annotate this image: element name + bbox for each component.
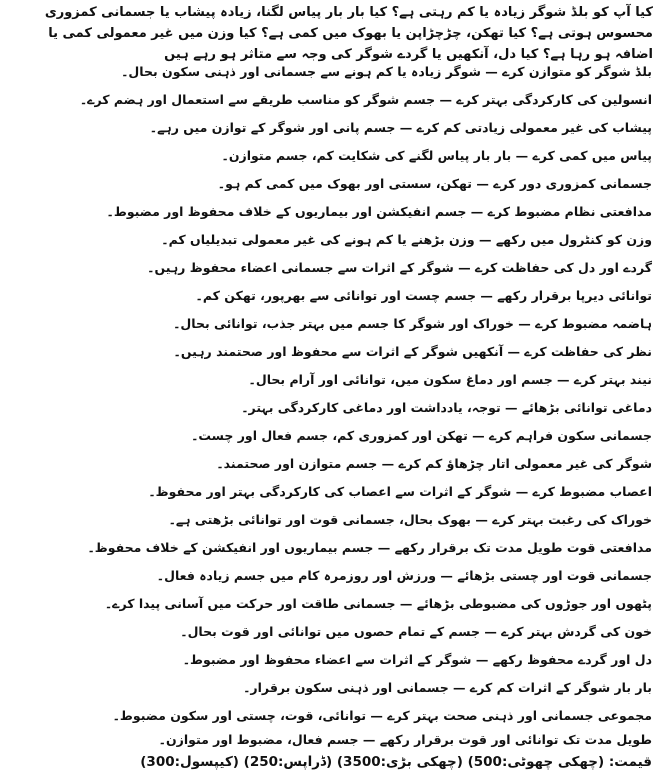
benefit-line: مدافعتی قوت طویل مدت تک برقرار رکھے — جسم بیماریوں اور انفیکشن کے خلاف محفوظ۔ bbox=[87, 540, 652, 555]
benefit-line: شوگر کی غیر معمولی اتار چڑھاؤ کم کرے — جسم متوازن اور صحتمند۔ bbox=[216, 456, 652, 471]
benefit-line: جسمانی قوت اور چستی بڑھائے — ورزش اور روزمرہ کام میں جسم زیادہ فعال۔ bbox=[156, 568, 652, 583]
benefit-line: جسمانی سکون فراہم کرے — تھکن اور کمزوری کم، جسم فعال اور چست۔ bbox=[191, 428, 652, 443]
benefit-line: پیشاب کی غیر معمولی زیادتی کم کرے — جسم پانی اور شوگر کے توازن میں رہے۔ bbox=[149, 120, 652, 135]
benefit-line: خون کی گردش بہتر کرے — جسم کے تمام حصوں میں توانائی اور قوت بحال۔ bbox=[180, 624, 652, 639]
benefit-line: پٹھوں اور جوڑوں کی مضبوطی بڑھائے — جسمانی طاقت اور حرکت میں آسانی پیدا کرے۔ bbox=[104, 596, 652, 611]
benefit-line: نیند بہتر کرے — جسم اور دماغ سکون میں، توانائی اور آرام بحال۔ bbox=[248, 372, 652, 387]
benefit-line: بلڈ شوگر کو متوازن کرے — شوگر زیادہ یا کم ہونے سے جسمانی اور ذہنی سکون بحال۔ bbox=[121, 64, 652, 79]
benefit-line: ہاضمہ مضبوط کرے — خوراک اور شوگر کا جسم میں بہتر جذب، توانائی بحال۔ bbox=[173, 316, 652, 331]
benefit-line: انسولین کی کارکردگی بہتر کرے — جسم شوگر کو مناسب طریقے سے استعمال اور ہضم کرے۔ bbox=[79, 92, 652, 107]
intro-paragraph: کیا آپ کو بلڈ شوگر زیادہ یا کم رہتی ہے؟ کیا بار بار پیاس لگنا، زیادہ پیشاب یا جسمانی کمزوری محسوس ہوتی ہے؟ کیا تھکن، چڑچڑاپن یا بھوک میں کمی ہے؟ کیا وزن میں غیر معمولی کمی یا اضافہ ہو رہا ہے؟ کیا دل، آنکھیں یا گردے شوگر کی وجہ سے متاثر ہو رہے ہیں bbox=[44, 5, 653, 62]
benefit-line: وزن کو کنٹرول میں رکھے — وزن بڑھنے یا کم ہونے کی غیر معمولی تبدیلیاں کم۔ bbox=[161, 232, 652, 247]
benefit-line: دل اور گردے محفوظ رکھے — شوگر کے اثرات سے اعضاء محفوظ اور مضبوط۔ bbox=[182, 652, 652, 667]
benefit-line: جسمانی کمزوری دور کرے — تھکن، سستی اور بھوک میں کمی کم ہو۔ bbox=[217, 176, 652, 191]
benefit-line: اعصاب مضبوط کرے — شوگر کے اثرات سے اعصاب کی کارکردگی بہتر اور محفوظ۔ bbox=[148, 484, 652, 499]
benefit-line: گردے اور دل کی حفاظت کرے — شوگر کے اثرات سے جسمانی اعضاء محفوظ رہیں۔ bbox=[147, 260, 652, 275]
benefit-line: پیاس میں کمی کرے — بار بار پیاس لگنے کی شکایت کم، جسم متوازن۔ bbox=[221, 148, 652, 163]
benefit-line: خوراک کی رغبت بہتر کرے — بھوک بحال، جسمانی قوت اور توانائی بڑھتی ہے۔ bbox=[168, 512, 652, 527]
benefit-line: توانائی دیرپا برقرار رکھے — جسم چست اور توانائی سے بھرپور، تھکن کم۔ bbox=[195, 288, 652, 303]
benefit-line: مجموعی جسمانی اور ذہنی صحت بہتر کرے — توانائی، قوت، چستی اور سکون مضبوط۔ bbox=[112, 708, 652, 723]
benefit-line: دماغی توانائی بڑھائے — توجہ، یادداشت اور دماغی کارکردگی بہتر۔ bbox=[241, 400, 652, 415]
benefit-line: بار بار شوگر کے اثرات کم کرے — جسمانی اور ذہنی سکون برقرار۔ bbox=[243, 680, 652, 695]
price-line: قیمت: (چھکی چھوٹی:500) (چھکی بڑی:3500) (ڈراپس:250) (کیپسول:300) bbox=[140, 754, 652, 770]
benefit-line: طویل مدت تک توانائی اور قوت برقرار رکھے — جسم فعال، مضبوط اور متوازن۔ bbox=[158, 732, 652, 747]
benefit-line: نظر کی حفاظت کرے — آنکھیں شوگر کے اثرات سے محفوظ اور صحتمند رہیں۔ bbox=[173, 344, 652, 359]
benefit-line: مدافعتی نظام مضبوط کرے — جسم انفیکشن اور بیماریوں کے خلاف محفوظ اور مضبوط۔ bbox=[106, 204, 652, 219]
